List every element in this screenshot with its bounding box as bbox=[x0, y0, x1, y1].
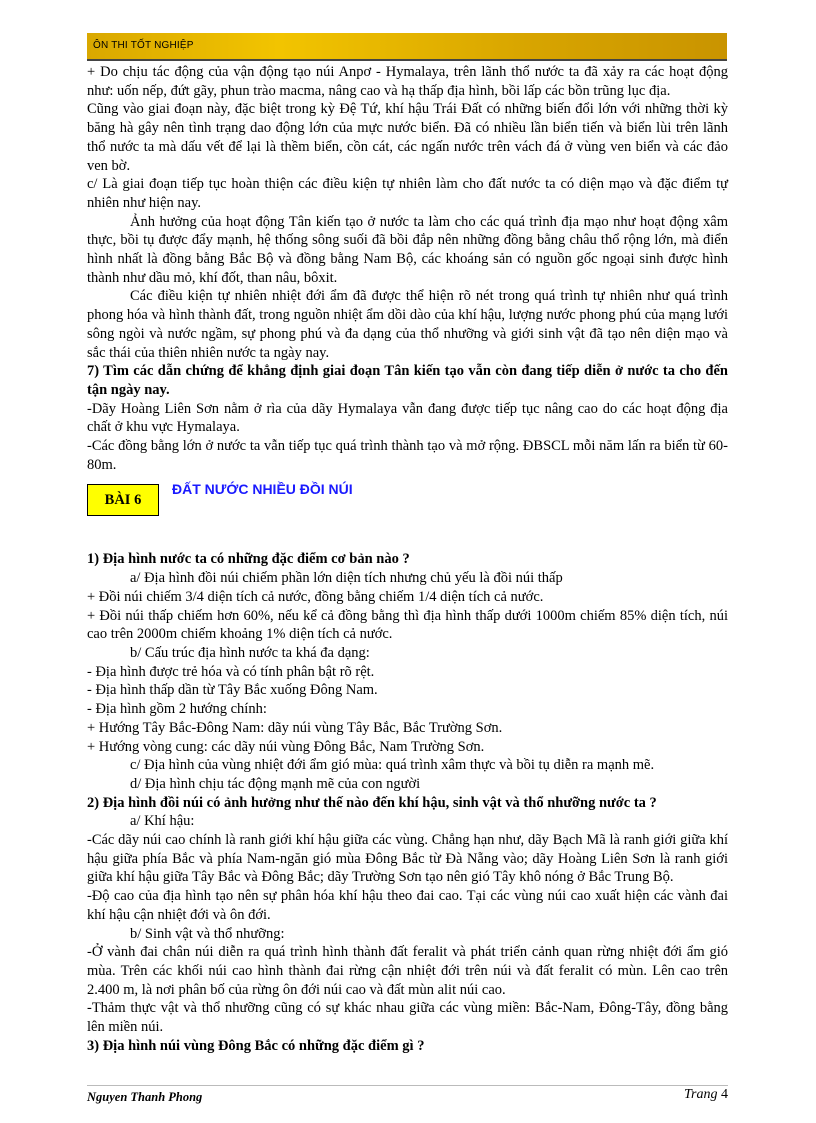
header-bar bbox=[87, 33, 727, 61]
paragraph: Các điều kiện tự nhiên nhiệt đới ẩm đã được thể hiện rõ nét trong quá trình tự nhiên như quá trình phong hóa và hình thành đất, trong nguồn nhiệt ẩm dồi dào của khí hậu, lượng nước phong phú của mạng lưới sông ngòi và nước ngầm, sự phong phú và đa dạng của thổ nhưỡng và giới sinh vật đã tạo nên diện mạo và sắc thái của thiên nhiên nước ta ngày nay. bbox=[87, 288, 728, 361]
answer-line: -Các đồng bằng lớn ở nước ta vẫn tiếp tục quá trình thành tạo và mở rộng. ĐBSCL mỗi năm lấn ra biển từ 60-80m. bbox=[87, 438, 728, 473]
answer-line: - Địa hình gồm 2 hướng chính: bbox=[87, 701, 267, 718]
answer-line: -Thảm thực vật và thổ nhưỡng cũng có sự khác nhau giữa các vùng miền: Bắc-Nam, Đông-Tây, đồng bằng lên miền núi. bbox=[87, 1000, 728, 1036]
paragraph: c/ Là giai đoạn tiếp tục hoàn thiện các điều kiện tự nhiên làm cho đất nước ta có diện mạo và đặc điểm tự nhiên như hiện nay. bbox=[87, 176, 728, 211]
question-7: 7) Tìm các dẫn chứng để khẳng định giai đoạn Tân kiến tạo vẫn còn đang tiếp diễn ở nước ta cho đến tận ngày nay. bbox=[87, 363, 728, 398]
question-2: 2) Địa hình đồi núi có ảnh hưởng như thế nào đến khí hậu, sinh vật và thổ nhưỡng nước ta ? bbox=[87, 794, 657, 811]
answer-line: + Đồi núi chiếm 3/4 diện tích cả nước, đồng bằng chiếm 1/4 diện tích cả nước. bbox=[87, 588, 544, 605]
answer-line: - Địa hình thấp dần từ Tây Bắc xuống Đông Nam. bbox=[87, 682, 378, 699]
answer-line: + Hướng Tây Bắc-Đông Nam: dãy núi vùng Tây Bắc, Bắc Trường Sơn. bbox=[87, 719, 503, 736]
subheading: c/ Địa hình của vùng nhiệt đới ẩm gió mùa: quá trình xâm thực và bồi tụ diễn ra mạnh mẽ. bbox=[130, 757, 655, 774]
answer-line: -Độ cao của địa hình tạo nên sự phân hóa khí hậu theo đai cao. Tại các vùng núi cao xuất hiện các vành đai khí hậu cận nhiệt đới và ôn đới. bbox=[87, 888, 728, 923]
footer-author: Nguyen Thanh Phong bbox=[87, 1090, 203, 1104]
lesson-heading bbox=[87, 480, 728, 542]
answer-line: + Đồi núi thấp chiếm hơn 60%, nếu kể cả đồng bằng thì địa hình thấp dưới 1000m chiếm 85% diện tích, núi cao trên 2000m chiếm khoảng 1% diện tích cả nước. bbox=[87, 607, 728, 643]
question-3: 3) Địa hình núi vùng Đông Bắc có những đặc điểm gì ? bbox=[87, 1037, 425, 1054]
paragraph: Ảnh hưởng của hoạt động Tân kiến tạo ở nước ta làm cho các quá trình địa mạo như hoạt động xâm thực, bồi tụ được đẩy mạnh, hệ thống sông suối đã bồi đắp nên những đồng bằng châu thổ rộng lớn, mà điển hình nhất là đồng bằng Bắc Bộ và đồng bằng Nam Bộ, các khoáng sản có nguồn gốc ngoại sinh được hình thành như dầu mỏ, khí đốt, than nâu, bôxit. bbox=[87, 213, 728, 286]
header-title: ÔN THI TỐT NGHIỆP bbox=[93, 40, 194, 51]
lesson-label: BÀI 6 bbox=[87, 484, 159, 516]
subheading: a/ Địa hình đồi núi chiếm phần lớn diện tích nhưng chủ yếu là đồi núi thấp bbox=[130, 570, 563, 587]
answer-line: + Hướng vòng cung: các dãy núi vùng Đông Bắc, Nam Trường Sơn. bbox=[87, 738, 485, 755]
subheading: b/ Cấu trúc địa hình nước ta khá đa dạng: bbox=[130, 644, 370, 661]
page-content bbox=[87, 63, 728, 1055]
answer-line: -Dãy Hoàng Liên Sơn nằm ở rìa của dãy Hymalaya vẫn đang được tiếp tục nâng cao do các hoạt động địa chất ở khu vực Hymalaya. bbox=[87, 400, 728, 436]
question-1: 1) Địa hình nước ta có những đặc điểm cơ bản nào ? bbox=[87, 551, 410, 568]
answer-line: -Các dãy núi cao chính là ranh giới khí hậu giữa các vùng. Chẳng hạn như, dãy Bạch Mã là ranh giới giữa khí hậu giữa phía Bắc và phía Nam-ngăn gió mùa Đông Bắc từ Đà Nẵng vào; dãy Hoàng Liên Sơn là ranh giới giữa khí hậu giữa Tây Bắc và Đông Bắc; dãy Trường Sơn tạo nên gió Tây khô nóng ở Bắc Trung Bộ. bbox=[87, 832, 728, 886]
subheading: d/ Địa hình chịu tác động mạnh mẽ của con người bbox=[130, 775, 421, 792]
paragraph: Cũng vào giai đoạn này, đặc biệt trong kỳ Đệ Tứ, khí hậu Trái Đất có những biến đổi lớn với những thời kỳ băng hà gây nên tình trạng dao động lớn của mực nước biển. Đã có nhiều lần biển tiến và biển lùi trên lãnh thổ nước ta mà dấu vết để lại là thềm biển, cồn cát, các ngấn nước trên vách đá ở vùng ven biển và các đảo ven bờ. bbox=[87, 101, 728, 174]
paragraph: + Do chịu tác động của vận động tạo núi Anpơ - Hymalaya, trên lãnh thổ nước ta đã xảy ra các hoạt động như: uốn nếp, đứt gãy, phun trào macma, nâng cao và hạ thấp địa hình, bồi lấp các bồn trũng lục địa. bbox=[87, 64, 728, 99]
answer-line: -Ở vành đai chân núi diễn ra quá trình hình thành đất feralit và phát triển cảnh quan rừng nhiệt đới ẩm gió mùa. Trên các khối núi cao hình thành đai rừng cận nhiệt đới trên núi và đất feralit có mùn. Lên cao trên 2.400 m, là nơi phân bố của rừng ôn đới núi cao và đất mùn alit núi cao. bbox=[87, 944, 728, 998]
footer-page bbox=[684, 1087, 728, 1103]
subheading: b/ Sinh vật và thổ nhưỡng: bbox=[130, 925, 285, 942]
page-footer bbox=[87, 1085, 728, 1106]
lesson-title: ĐẤT NƯỚC NHIỀU ĐỒI NÚI bbox=[172, 481, 353, 498]
answer-line: - Địa hình được trẻ hóa và có tính phân bật rõ rệt. bbox=[87, 663, 375, 680]
footer-page-label: Trang bbox=[684, 1087, 718, 1102]
footer-page-number: 4 bbox=[721, 1087, 728, 1102]
subheading: a/ Khí hậu: bbox=[130, 813, 195, 830]
